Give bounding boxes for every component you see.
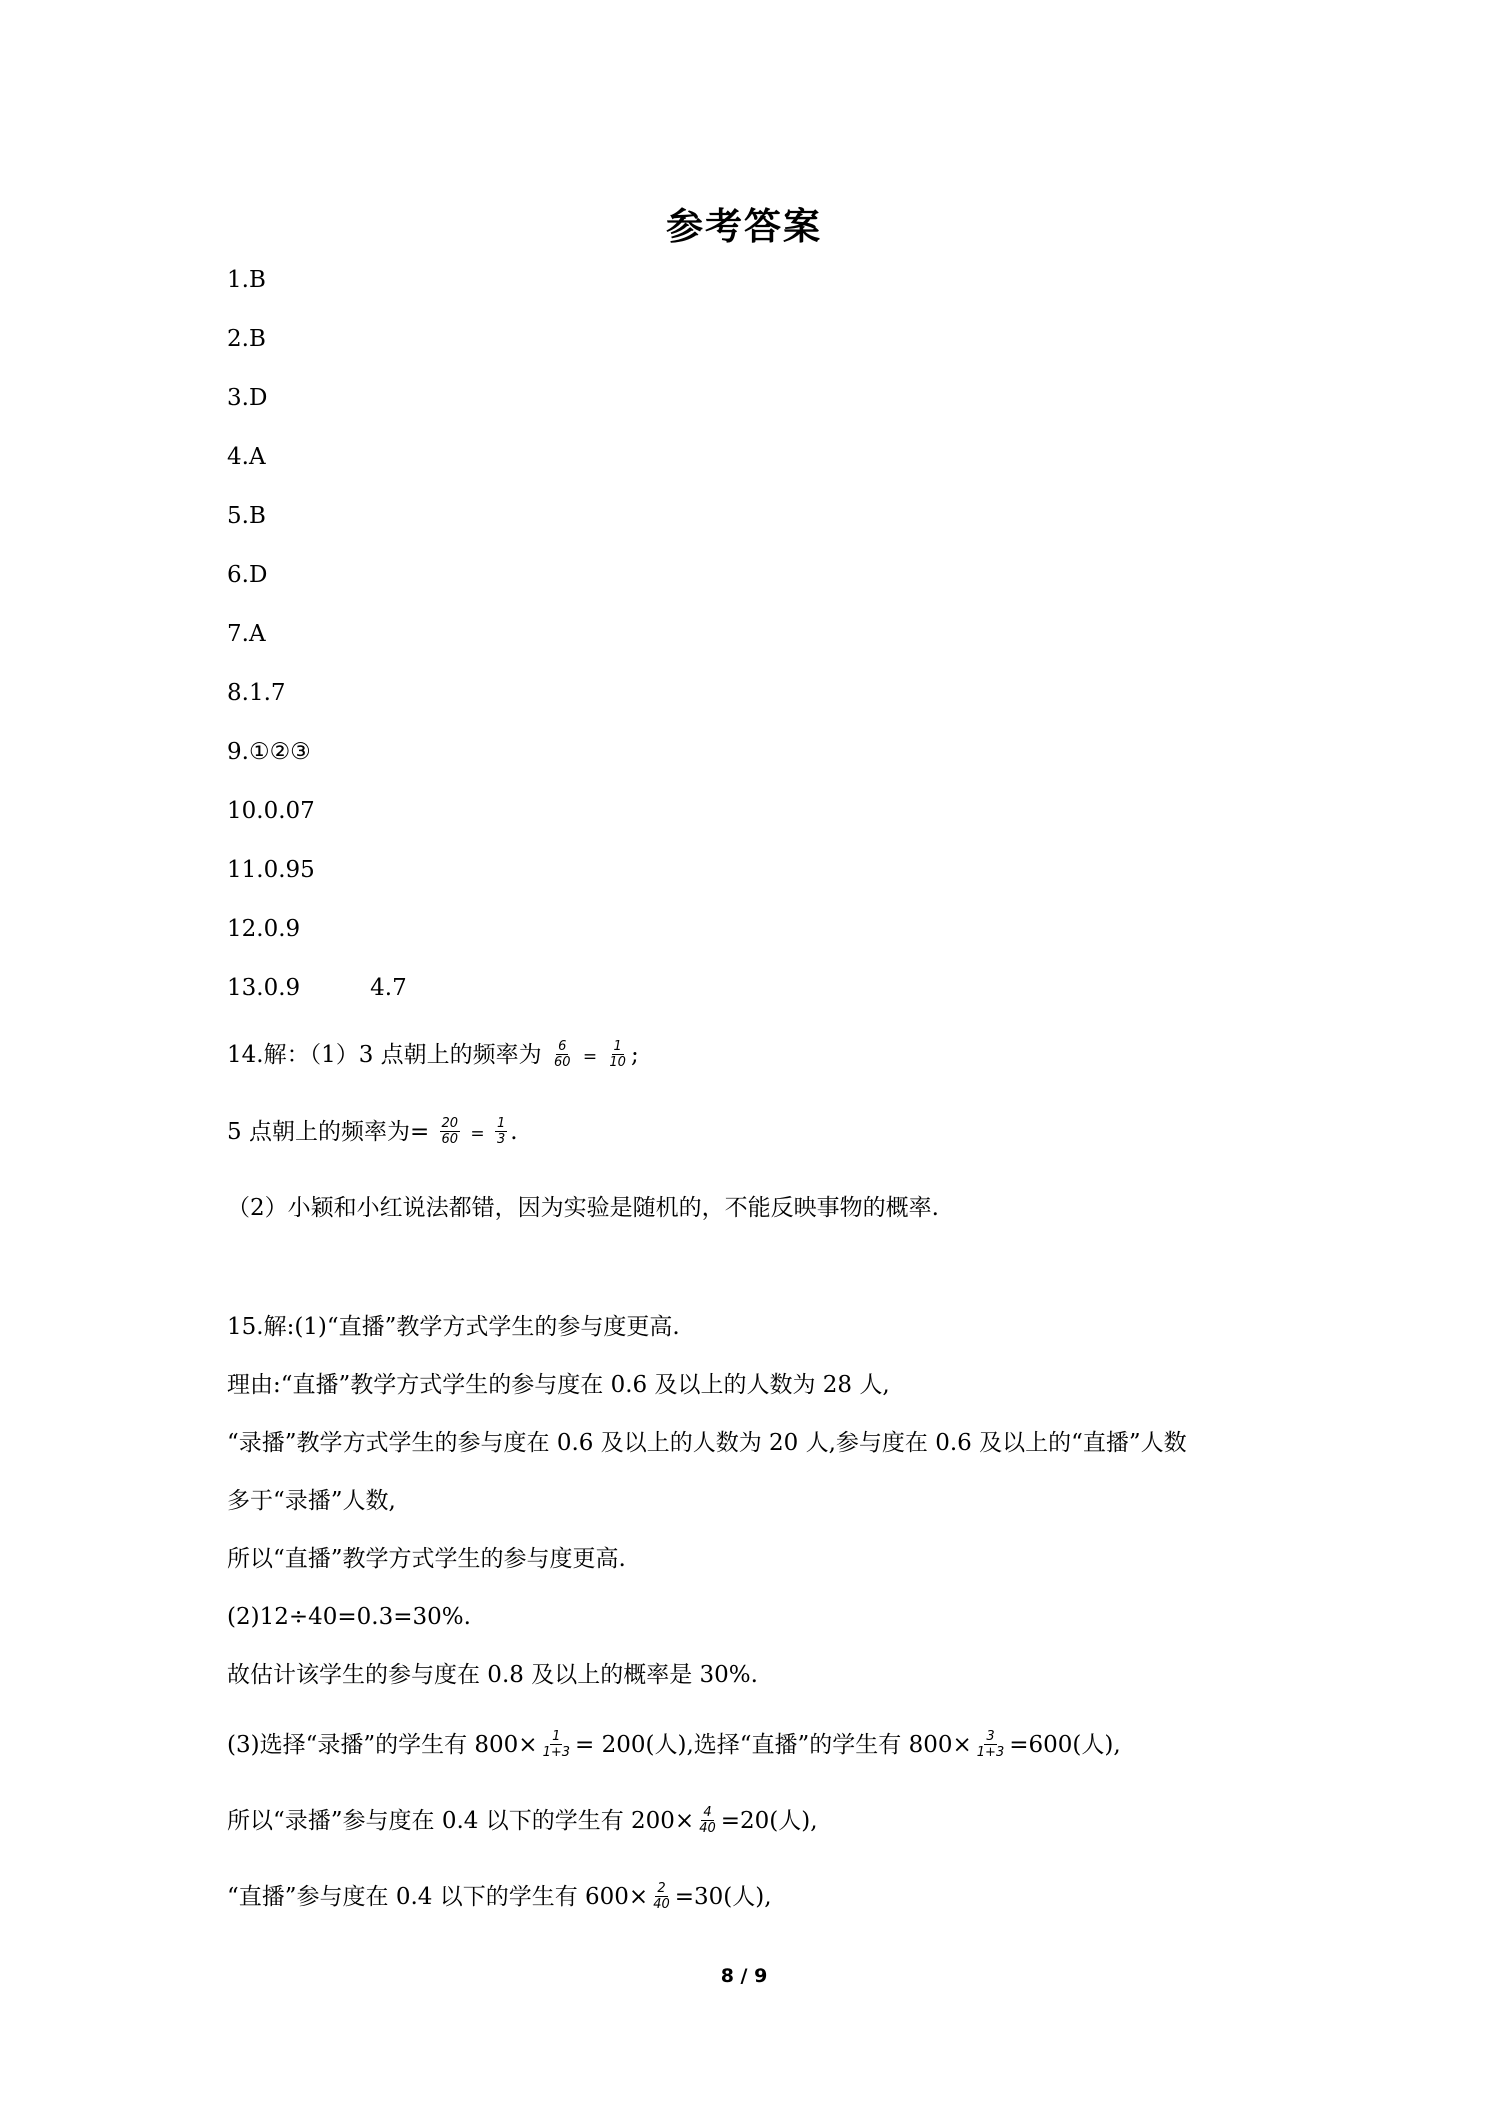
q15-text: =600(人),: [1009, 1732, 1121, 1758]
fraction: [440, 1116, 461, 1147]
q14-text: 5 点朝上的频率为=: [227, 1119, 430, 1145]
fraction: [697, 1805, 718, 1836]
fraction: [975, 1729, 1006, 1760]
q15-text: =20(人),: [720, 1808, 818, 1834]
q15-line-1: 15.解:(1)“直播”教学方式学生的参与度更高.: [227, 1314, 680, 1340]
fraction: [651, 1881, 672, 1912]
fraction-denominator: 40: [699, 1820, 716, 1836]
q15-text: (3)选择“录播”的学生有 800×: [227, 1732, 538, 1758]
answer-11: 11.0.95: [227, 857, 315, 883]
fraction-denominator: 3: [496, 1131, 506, 1147]
fraction-numerator: 4: [703, 1804, 712, 1820]
fraction-denominator: 1+3: [976, 1744, 1005, 1760]
answer-9: 9.①②③: [227, 739, 311, 765]
q14-text: 14.解：（1）3 点朝上的频率为: [227, 1042, 542, 1068]
fraction-numerator: 6: [558, 1038, 567, 1054]
q15-line-10: [227, 1882, 772, 1914]
answer-1: 1.B: [227, 267, 266, 293]
fraction-numerator: 20: [441, 1115, 459, 1131]
equals-sign: =: [470, 1124, 485, 1144]
q15-line-3: “录播”教学方式学生的参与度在 0.6 及以上的人数为 20 人,参与度在 0.6 及以上的“直播”人数: [227, 1430, 1187, 1456]
answer-4: 4.A: [227, 444, 266, 470]
q15-text: =30(人),: [674, 1884, 772, 1910]
fraction: [607, 1039, 628, 1070]
page-number: 8 / 9: [720, 1965, 768, 1987]
equals-sign: =: [582, 1047, 598, 1067]
q15-line-6: (2)12÷40=0.3=30%.: [227, 1604, 471, 1630]
page-title: 参考答案: [666, 205, 822, 248]
fraction: [495, 1116, 507, 1147]
fraction-denominator: 1+3: [542, 1744, 571, 1760]
q14-line-2: [227, 1117, 518, 1149]
q14-line-3: （2）小颖和小红说法都错，因为实验是随机的，不能反映事物的概率.: [227, 1195, 939, 1221]
fraction-numerator: 1: [552, 1728, 561, 1744]
q15-text: 所以“录播”参与度在 0.4 以下的学生有 200×: [227, 1808, 695, 1834]
q14-line-1: [227, 1040, 639, 1072]
q15-text: “直播”参与度在 0.4 以下的学生有 600×: [227, 1884, 649, 1910]
fraction-denominator: 10: [609, 1054, 626, 1070]
q15-line-9: [227, 1806, 818, 1838]
answer-3: 3.D: [227, 385, 268, 411]
fraction-numerator: 2: [657, 1880, 666, 1896]
answer-2: 2.B: [227, 326, 266, 352]
answer-5: 5.B: [227, 503, 266, 529]
q15-text: = 200(人),选择“直播”的学生有 800×: [575, 1732, 972, 1758]
q15-line-7: 故估计该学生的参与度在 0.8 及以上的概率是 30%.: [227, 1662, 758, 1688]
q15-line-5: 所以“直播”教学方式学生的参与度更高.: [227, 1546, 626, 1572]
q14-line-end: ;: [630, 1042, 639, 1068]
answer-8: 8.1.7: [227, 680, 286, 706]
q15-line-8: [227, 1730, 1121, 1762]
fraction-denominator: 40: [653, 1896, 670, 1912]
answer-13: [227, 973, 407, 1003]
fraction: [552, 1039, 573, 1070]
fraction-numerator: 1: [496, 1115, 506, 1131]
q14-line-end: .: [510, 1119, 518, 1145]
answer-13-second: 4.7: [370, 975, 407, 1001]
answer-10: 10.0.07: [227, 798, 315, 824]
answer-6: 6.D: [227, 562, 268, 588]
fraction-numerator: 3: [986, 1728, 995, 1744]
answer-12: 12.0.9: [227, 916, 301, 942]
fraction-denominator: 60: [553, 1054, 571, 1070]
q15-line-2: 理由:“直播”教学方式学生的参与度在 0.6 及以上的人数为 28 人,: [227, 1372, 890, 1398]
answer-7: 7.A: [227, 621, 266, 647]
q15-line-4: 多于“录播”人数,: [227, 1488, 396, 1514]
answer-13-first: 13.0.9: [227, 975, 301, 1001]
fraction-denominator: 60: [441, 1131, 459, 1147]
fraction-numerator: 1: [613, 1038, 622, 1054]
fraction: [541, 1729, 572, 1760]
